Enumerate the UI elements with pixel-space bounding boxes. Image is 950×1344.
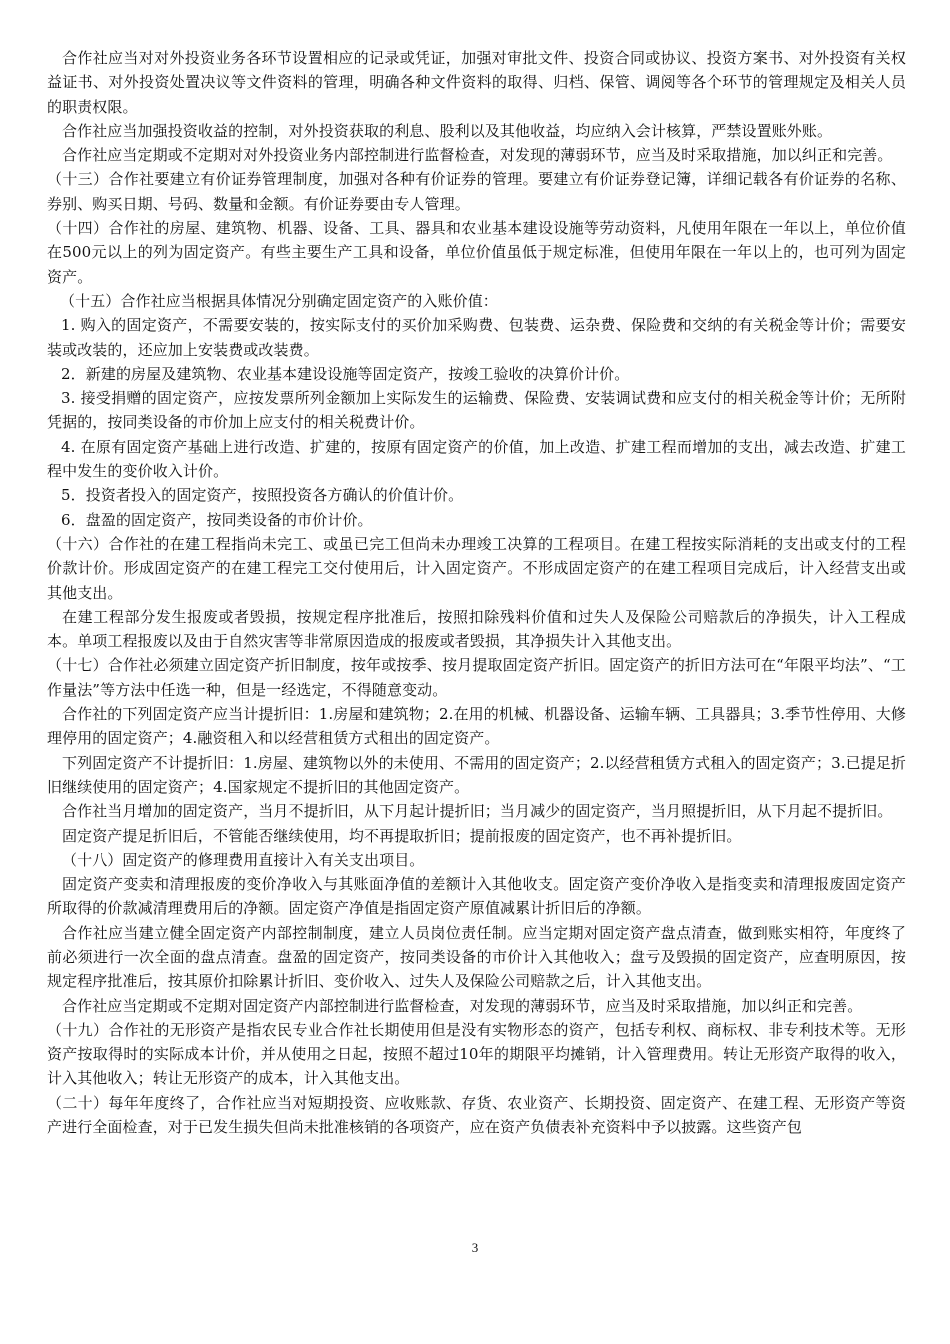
list-item: 6．盘盈的固定资产，按同类设备的市价计价。 [61, 510, 373, 529]
list-item: 2．新建的房屋及建筑物、农业基本建设设施等固定资产，按竣工验收的决算价计价。 [61, 364, 630, 383]
paragraph: （十三）合作社要建立有价证券管理制度，加强对各种有价证券的管理。要建立有价证券登记簿，详细记载各有价证券的名称、券别、购买日期、号码、数量和金额。有价证券要由专人管理。 [47, 170, 906, 213]
paragraph: 合作社当月增加的固定资产，当月不提折旧，从下月起计提折旧；当月减少的固定资产，当月照提折旧，从下月起不提折旧。 [62, 802, 893, 821]
paragraph: （二十）每年年度终了，合作社应当对短期投资、应收账款、存货、农业资产、长期投资、固定资产、在建工程、无形资产等资产进行全面检查，对于已发生损失但尚未批准核销的各项资产，应在资产负债表补充资料中予以披露。这些资产包 [47, 1093, 906, 1137]
list-item: 1. 购入的固定资产，不需要安装的，按实际支付的买价加采购费、包装费、运杂费、保险费和交纳的有关税金等计价；需要安装或改装的，还应加上安装费或改装费。 [47, 316, 906, 359]
paragraph: 合作社应当加强投资收益的控制，对外投资获取的利息、股利以及其他收益，均应纳入会计核算，严禁设置账外账。 [62, 121, 833, 140]
list-item: 3. 接受捐赠的固定资产，应按发票所列金额加上实际发生的运输费、保险费、安装调试费和应支付的相关税金等计价；无所附凭据的，按同类设备的市价加上应支付的相关税费计价。 [47, 389, 906, 432]
paragraph: 固定资产提足折旧后，不管能否继续使用，均不再提取折旧；提前报废的固定资产，也不再补提折旧。 [62, 826, 742, 845]
list-item: 5．投资者投入的固定资产，按照投资各方确认的价值计价。 [61, 486, 464, 505]
page-number: 3 [471, 1240, 479, 1255]
paragraph: 合作社的下列固定资产应当计提折旧：1.房屋和建筑物；2.在用的机械、机器设备、运输车辆、工具器具；3.季节性停用、大修理停用的固定资产；4.融资租入和以经营租赁方式租出的固定资产。 [47, 705, 906, 748]
paragraph: （十八）固定资产的修理费用直接计入有关支出项目。 [62, 850, 425, 869]
paragraph: （十七）合作社必须建立固定资产折旧制度，按年或按季、按月提取固定资产折旧。固定资产的折旧方法可在“年限平均法”、“工作量法”等方法中任选一种，但是一经选定，不得随意变动。 [47, 656, 906, 699]
paragraph: 合作社应当建立健全固定资产内部控制制度，建立人员岗位责任制。应当定期对固定资产盘点清查，做到账实相符，年度终了前必须进行一次全面的盘点清查。盘盈的固定资产，按同类设备的市价计入其他收入；盘亏及毁损的固定资产，应查明原因，按规定程序批准后，按其原价扣除累计折旧、变价收入、过失人及保险公司赔款之后，计入其他支出。 [47, 923, 906, 991]
paragraph: 合作社应当定期或不定期对固定资产内部控制进行监督检查，对发现的薄弱环节，应当及时采取措施，加以纠正和完善。 [62, 996, 863, 1015]
paragraph: 在建工程部分发生报废或者毁损，按规定程序批准后，按照扣除残料价值和过失人及保险公司赔款后的净损失，计入工程成本。单项工程报废以及由于自然灾害等非常原因造成的报废或者毁损，其净损失计入其他支出。 [47, 607, 906, 651]
paragraph: 合作社应当定期或不定期对对外投资业务内部控制进行监督检查，对发现的薄弱环节，应当及时采取措施，加以纠正和完善。 [62, 146, 893, 165]
paragraph: 固定资产变卖和清理报废的变价净收入与其账面净值的差额计入其他收支。固定资产变价净收入是指变卖和清理报废固定资产所取得的价款减清理费用后的净额。固定资产净值是指固定资产原值减累计折旧后的净额。 [47, 875, 906, 918]
list-item: 4. 在原有固定资产基础上进行改造、扩建的，按原有固定资产的价值，加上改造、扩建工程而增加的支出，减去改造、扩建工程中发生的变价收入计价。 [47, 437, 906, 481]
document-body [47, 46, 906, 1139]
paragraph: （十五）合作社应当根据具体情况分别确定固定资产的入账价值： [60, 291, 498, 310]
paragraph: （十九）合作社的无形资产是指农民专业合作社长期使用但是没有实物形态的资产，包括专利权、商标权、非专利技术等。无形资产按取得时的实际成本计价，并从使用之日起，按照不超过10年的期限平均摊销，计入管理费用。转让无形资产取得的收入，计入其他收入；转让无形资产的成本，计入其他支出。 [47, 1020, 906, 1088]
paragraph: 下列固定资产不计提折旧：1.房屋、建筑物以外的未使用、不需用的固定资产；2.以经营租赁方式租入的固定资产；3.已提足折旧继续使用的固定资产；4.国家规定不提折旧的其他固定资产。 [47, 753, 906, 796]
paragraph: （十四）合作社的房屋、建筑物、机器、设备、工具、器具和农业基本建设设施等劳动资料，凡使用年限在一年以上，单位价值在500元以上的列为固定资产。有些主要生产工具和设备，单位价值虽低于规定标准，但使用年限在一年以上的，也可列为固定资产。 [47, 219, 906, 286]
paragraph: （十六）合作社的在建工程指尚未完工、或虽已完工但尚未办理竣工决算的工程项目。在建工程按实际消耗的支出或支付的工程价款计价。形成固定资产的在建工程完工交付使用后，计入固定资产。不形成固定资产的在建工程项目完成后，计入经营支出或其他支出。 [47, 534, 906, 602]
paragraph: 合作社应当对对外投资业务各环节设置相应的记录或凭证，加强对审批文件、投资合同或协议、投资方案书、对外投资有关权益证书、对外投资处置决议等文件资料的管理，明确各种文件资料的取得、归档、保管、调阅等各个环节的管理规定及相关人员的职责权限。 [47, 49, 906, 116]
